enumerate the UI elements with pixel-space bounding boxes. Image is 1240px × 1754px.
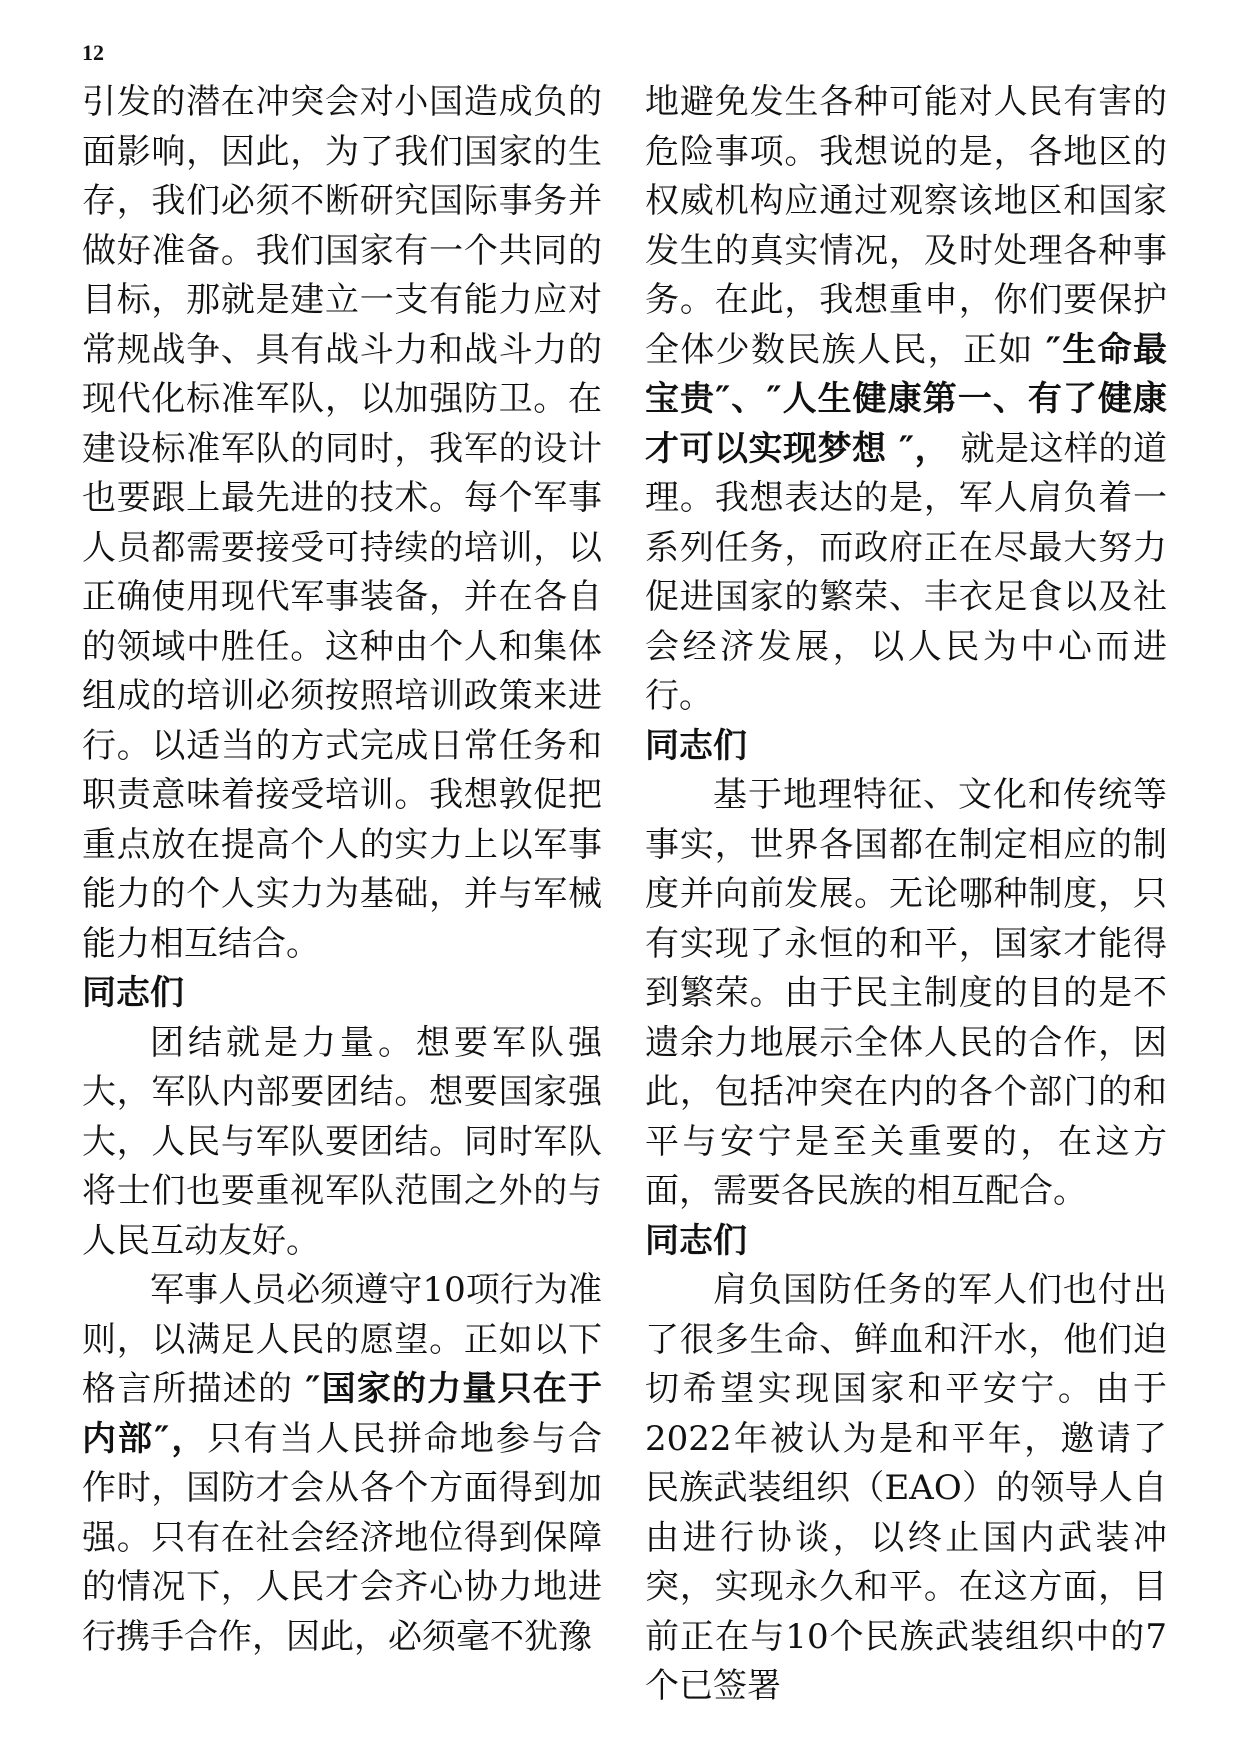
page-number: 12 [82,40,104,65]
paragraph: 肩负国防任务的军人们也付出了很多生命、鲜血和汗水，他们迫切希望实现国家和平安宁。由于2022年被认为是和平年，邀请了民族武装组织（EAO）的领导人自由进行协谈，以终止国内武装冲突，实现永久和平。在这方面，目前正在与10个民族武装组织中的7个已签署 [645,1270,1167,1706]
quoted-motto: ″生命最宝贵″、″人生健康第一、有了健康才可以实现梦想 ″， [645,329,1167,469]
paragraph-text: 军事人员必须遵守10项行为准则，以满足人民的愿望。正如以下格言所描述的 [82,1270,602,1409]
paragraph [645,78,1167,722]
paragraph [82,1266,602,1662]
right-column [645,78,1167,1712]
paragraph-text: 只有当人民拼命地参与合作时，国防才会从各个方面得到加强。只有在社会经济地位得到保障的情况下，人民才会齐心协力地进行携手合作，因此，必须毫不犹豫 [82,1418,602,1657]
section-heading: 同志们 [645,1220,747,1261]
paragraph: 基于地理特征、文化和传统等事实，世界各国都在制定相应的制度并向前发展。无论哪种制度，只有实现了永恒的和平，国家才能得到繁荣。由于民主制度的目的是不遗余力地展示全体人民的合作，因此，包括冲突在内的各个部门的和平与安宁是至关重要的，在这方面，需要各民族的相互配合。 [645,775,1167,1211]
quoted-motto: ″国家的力量只在于内部″， [82,1369,602,1459]
left-column [82,78,602,1662]
section-heading: 同志们 [82,973,184,1013]
section-heading: 同志们 [645,725,747,766]
paragraph-text: 地避免发生各种可能对人民有害的危险事项。我想说的是，各地区的权威机构应通过观察该地区和国家发生的真实情况，及时处理各种事务。在此，我想重申，你们要保护全体少数民族人民，正如 [645,82,1167,370]
paragraph: 团结就是力量。想要军队强大，军队内部要团结。想要国家强大，人民与军队要团结。同时军队将士们也要重视军队范围之外的与人民互动友好。 [82,1022,602,1261]
paragraph-text: 就是这样的道理。我想表达的是，军人肩负着一系列任务，而政府正在尽最大努力促进国家的繁荣、丰衣足食以及社会经济发展，以人民为中心而进行。 [645,428,1167,716]
paragraph: 引发的潜在冲突会对小国造成负的面影响，因此，为了我们国家的生存，我们必须不断研究国际事务并做好准备。我们国家有一个共同的目标，那就是建立一支有能力应对常规战争、具有战斗力和战斗力的现代化标准军队，以加强防卫。在建设标准军队的同时，我军的设计也要跟上最先进的技术。每个军事人员都需要接受可持续的培训，以正确使用现代军事装备，并在各自的领域中胜任。这种由个人和集体组成的培训必须按照培训政策来进行。以适当的方式完成日常任务和职责意味着接受培训。我想敦促把重点放在提高个人的实力上以军事能力的个人实力为基础，并与军械能力相互结合。 [82,82,602,964]
